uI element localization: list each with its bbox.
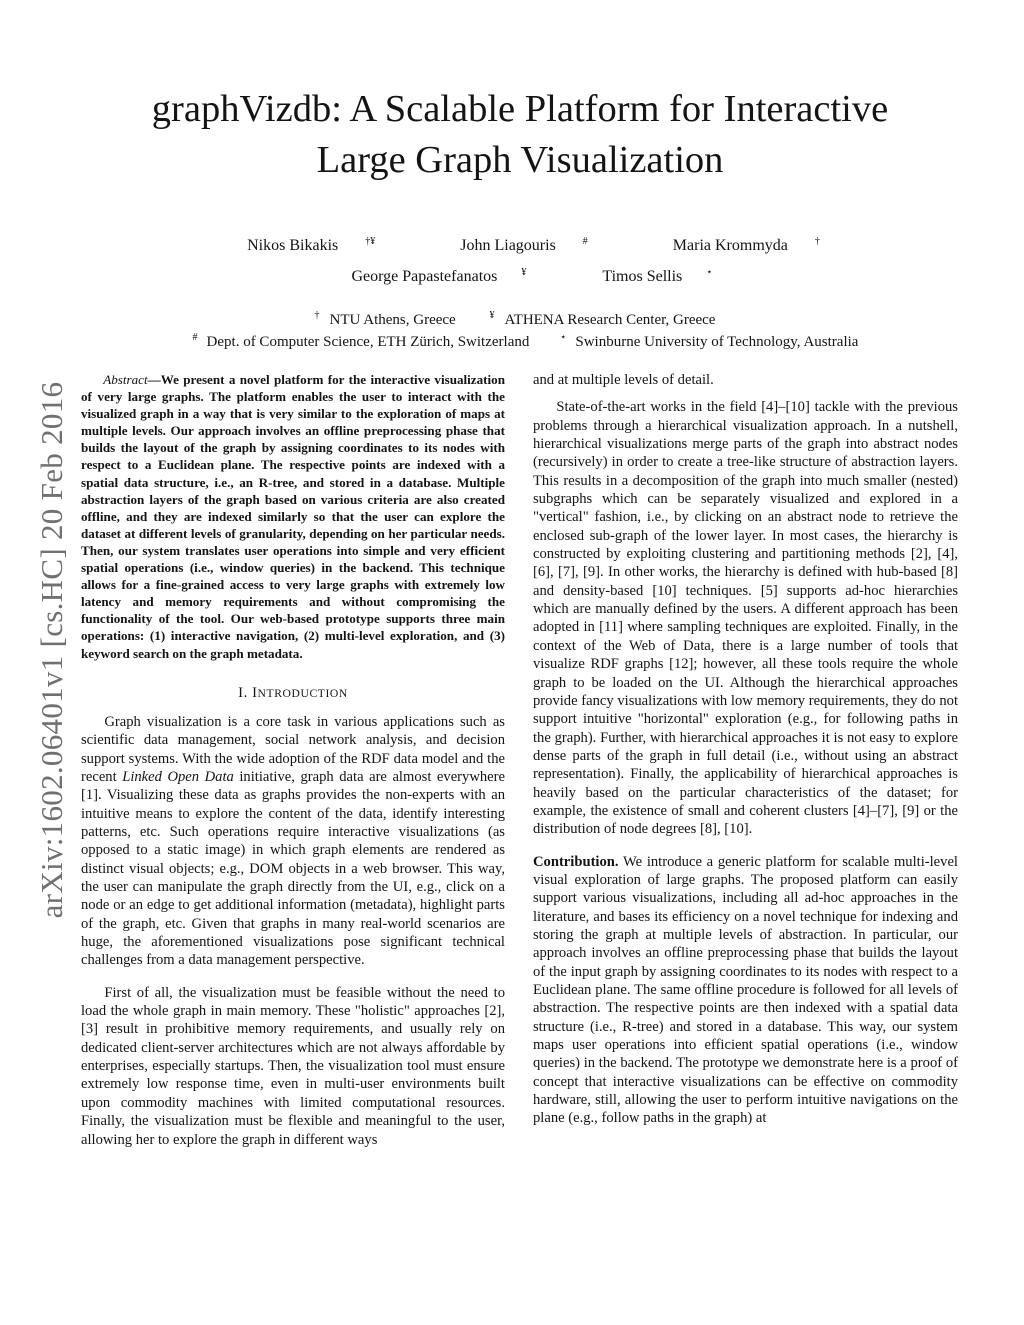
author-krommyda: Maria Krommyda † <box>672 236 820 254</box>
author-liagouris: John Liagouris # <box>460 236 588 254</box>
paper-title <box>0 84 1024 186</box>
contribution-label: Contribution. <box>533 853 619 870</box>
abstract <box>81 371 505 662</box>
affiliation-row-1 <box>0 312 1024 329</box>
abstract-label: Abstract <box>103 372 148 387</box>
author-sellis: Timos Sellis ⋆ <box>602 267 713 285</box>
title-line-2: Large Graph Visualization <box>316 139 724 181</box>
affiliation-swinburne: ⋆ Swinburne University of Technology, Australia <box>560 332 859 350</box>
author-row-2 <box>0 268 1024 286</box>
author-bikakis: Nikos Bikakis †¥ <box>247 236 376 254</box>
affiliation-athena: ¥ ATHENA Research Center, Greece <box>489 310 716 328</box>
left-column <box>81 371 505 1149</box>
abstract-text: —We present a novel platform for the interactive visualization of very large graphs. The platform enables the user to interact with the visualized graph in a way that is very similar to the exploration of maps at multiple levels. Our approach involves an offline preprocessing phase that builds the layout of the graph by assigning coordinates to its nodes with respect to a Euclidean plane. The respective points are indexed with a spatial data structure, i.e., an R-tree, and stored in a database. Multiple abstraction layers of the graph based on various criteria are also created offline, and they are indexed similarly so that the user can explore the dataset at different levels of granularity, depending on her particular needs. Then, our system translates user operations into simple and very efficient spatial operations (i.e., window queries) in the backend. This technique allows for a fine-grained access to very large graphs with extremely low latency and memory requirements and without compromising the functionality of the tool. Our web-based prototype supports three main operations: (1) interactive navigation, (2) multi-level exploration, and (3) keyword search on the graph metadata. <box>81 372 505 661</box>
title-line-1: graphVizdb: A Scalable Platform for Interactive <box>151 88 889 130</box>
intro-paragraph-2: First of all, the visualization must be feasible without the need to load the whole graph in main memory. These "holistic" approaches [2], [3] result in prohibitive memory requirements, and usually rely on dedicated client-server architectures which are not always affordable by enterprises, especially startups. Then, the visualization tool must ensure extremely low response time, even in multi-user environments built upon commodity machines with limited computational resources. Finally, the visualization must be flexible and meaningful to the user, allowing her to explore the graph in different ways <box>81 984 505 1148</box>
affiliation-ntu: † NTU Athens, Greece <box>314 310 456 328</box>
linked-open-data-term: Linked Open Data <box>122 768 234 785</box>
intro-paragraph-1: Graph visualization is a core task in various applications such as scientific data management, social network analysis, and decision support systems. With the wide adoption of the RDF data model and the recent Linked Open Data initiative, graph data are almost everywhere [1]. Visualizing these data as graphs provides the non-experts with an intuitive means to explore the content of the data, identify interesting patterns, etc. Such operations require interactive visualizations (as opposed to a static image) in which graph elements are rendered as distinct visual objects; e.g., DOM objects in a web browser. This way, the user can manipulate the graph directly from the UI, e.g., click on a node or an edge to get additional information (metadata), highlight parts of the graph, etc. Given that graphs in many real-world scenarios are huge, the aforementioned visualizations pose significant technical challenges from a data management perspective. <box>81 713 505 969</box>
section-heading-introduction: I. INTRODUCTION <box>238 684 348 701</box>
related-work-paragraph: State-of-the-art works in the field [4]–[10] tackle with the previous problems through a hierarchical visualization approach. In a nutshell, hierarchical visualizations merge parts of the graph into abstract nodes (recursively) in order to create a tree-like structure of abstraction layers. This results in a decomposition of the graph into much smaller (nested) subgraphs which can be separately visualized and explored in a "vertical" fashion, i.e., by clicking on an abstract node to retrieve the enclosed sub-graph of the lower layer. In most cases, the hierarchy is constructed by exploiting clustering and partitioning methods [2], [4], [6], [7], [9]. In other works, the hierarchy is defined with hub-based [8] and density-based [10] techniques. [5] supports ad-hoc hierarchies which are manually defined by the users. A different approach has been adopted in [11] where sampling techniques are exploited. Finally, in the context of the Web of Data, there is a large number of tools that visualize RDF graphs [12]; however, all these tools require the whole graph to be loaded on the UI. Although the hierarchical approaches provide fancy visualizations with low memory requirements, they do not support intuitive "horizontal" exploration (e.g., for following paths in the graph). Further, with hierarchical approaches it is not easy to explore dense parts of the graph in full detail (i.e., without using an abstract representation). Finally, the applicability of hierarchical approaches is heavily based on the particular characteristics of the dataset; for example, the existence of small and coherent clusters [4]–[7], [9] or the distribution of node degrees [8], [10]. <box>533 399 958 838</box>
right-column <box>533 371 958 1128</box>
affiliation-eth: # Dept. of Computer Science, ETH Zürich, Switzerland <box>192 332 530 350</box>
author-papastefanatos: George Papastefanatos ¥ <box>351 267 527 285</box>
right-paragraph-continuation: and at multiple levels of detail. <box>533 372 714 388</box>
author-row-1 <box>0 237 1024 255</box>
contribution-paragraph: Contribution. We introduce a generic platform for scalable multi-level visual exploration of large graphs. The proposed platform can easily support various visualizations, including all ad-hoc approaches in the literature, and bases its efficiency on a novel technique for indexing and storing the graph at multiple levels of abstraction. In particular, our approach involves an offline preprocessing phase that builds the layout of the input graph by assigning coordinates to its nodes with respect to a Euclidean plane. The same offline procedure is followed for all levels of abstraction. The respective points are then indexed with a spatial data structure (i.e., R-tree) and stored in a database. This way, our system maps user operations into efficient spatial operations (i.e., window queries) in the backend. The prototype we demonstrate here is a proof of concept that interactive visualizations can be effective on commodity hardware, still, allowing the user to perform intuitive navigations on the plane (e.g., follow paths in the graph) at <box>533 853 958 1127</box>
affiliation-row-2 <box>10 334 1024 351</box>
arxiv-identifier-stamp: arXiv:1602.06401v1 [cs.HC] 20 Feb 2016 <box>34 381 69 919</box>
